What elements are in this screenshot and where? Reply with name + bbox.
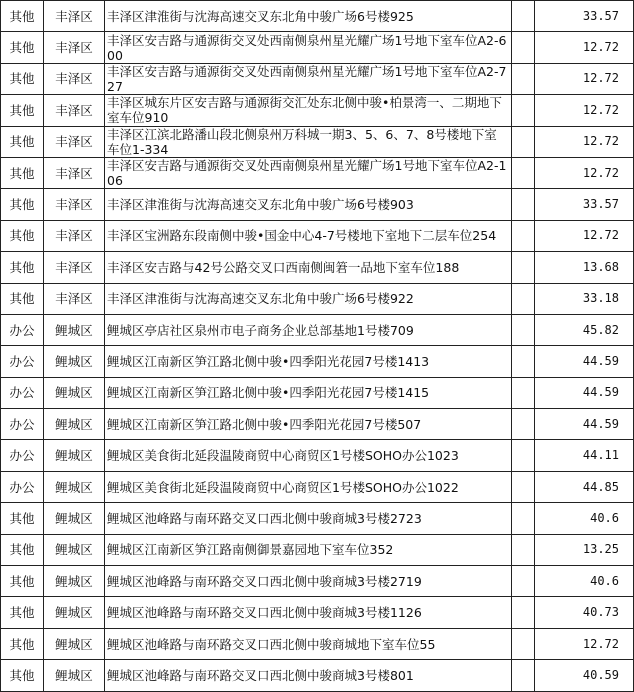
area-cell: 13.25 bbox=[535, 534, 634, 565]
location-cell: 鲤城区亭店社区泉州市电子商务企业总部基地1号楼709 bbox=[105, 314, 512, 345]
spacer-cell bbox=[512, 597, 535, 628]
type-cell: 其他 bbox=[1, 628, 44, 659]
type-cell: 其他 bbox=[1, 95, 44, 126]
table-row bbox=[1, 32, 634, 63]
table-row bbox=[1, 440, 634, 471]
table-row bbox=[1, 471, 634, 502]
table-row bbox=[1, 409, 634, 440]
location-cell: 丰泽区津淮街与沈海高速交叉东北角中骏广场6号楼922 bbox=[105, 283, 512, 314]
location-cell: 丰泽区宝洲路东段南侧中骏•国金中心4-7号楼地下室地下二层车位254 bbox=[105, 220, 512, 251]
type-cell: 其他 bbox=[1, 283, 44, 314]
area-cell: 33.57 bbox=[535, 189, 634, 220]
table-row bbox=[1, 314, 634, 345]
table-row bbox=[1, 628, 634, 659]
type-cell: 其他 bbox=[1, 566, 44, 597]
location-cell: 鲤城区江南新区笋江路北侧中骏•四季阳光花园7号楼1413 bbox=[105, 346, 512, 377]
type-cell: 其他 bbox=[1, 534, 44, 565]
type-cell: 其他 bbox=[1, 157, 44, 188]
spacer-cell bbox=[512, 534, 535, 565]
spacer-cell bbox=[512, 252, 535, 283]
type-cell: 其他 bbox=[1, 32, 44, 63]
area-cell: 44.11 bbox=[535, 440, 634, 471]
area-cell: 40.73 bbox=[535, 597, 634, 628]
type-cell: 办公 bbox=[1, 346, 44, 377]
district-cell: 丰泽区 bbox=[44, 220, 105, 251]
district-cell: 鲤城区 bbox=[44, 471, 105, 502]
type-cell: 其他 bbox=[1, 252, 44, 283]
district-cell: 鲤城区 bbox=[44, 377, 105, 408]
spacer-cell bbox=[512, 409, 535, 440]
type-cell: 其他 bbox=[1, 126, 44, 157]
spacer-cell bbox=[512, 220, 535, 251]
area-cell: 40.6 bbox=[535, 503, 634, 534]
spacer-cell bbox=[512, 63, 535, 94]
type-cell: 其他 bbox=[1, 63, 44, 94]
type-cell: 其他 bbox=[1, 503, 44, 534]
table-row bbox=[1, 283, 634, 314]
district-cell: 鲤城区 bbox=[44, 628, 105, 659]
district-cell: 鲤城区 bbox=[44, 440, 105, 471]
type-cell: 其他 bbox=[1, 1, 44, 32]
table-row bbox=[1, 220, 634, 251]
location-cell: 丰泽区津淮街与沈海高速交叉东北角中骏广场6号楼903 bbox=[105, 189, 512, 220]
location-cell: 丰泽区城东片区安吉路与通源街交汇处东北侧中骏•柏景湾一、二期地下室车位910 bbox=[105, 95, 512, 126]
location-cell: 丰泽区江滨北路潘山段北侧泉州万科城一期3、5、6、7、8号楼地下室车位1-334 bbox=[105, 126, 512, 157]
type-cell: 办公 bbox=[1, 377, 44, 408]
spacer-cell bbox=[512, 628, 535, 659]
table-row bbox=[1, 1, 634, 32]
spacer-cell bbox=[512, 283, 535, 314]
area-cell: 40.6 bbox=[535, 566, 634, 597]
area-cell: 44.59 bbox=[535, 377, 634, 408]
area-cell: 33.18 bbox=[535, 283, 634, 314]
district-cell: 鲤城区 bbox=[44, 314, 105, 345]
district-cell: 丰泽区 bbox=[44, 1, 105, 32]
location-cell: 鲤城区江南新区笋江路南侧御景嘉园地下室车位352 bbox=[105, 534, 512, 565]
table-row bbox=[1, 566, 634, 597]
table-row bbox=[1, 660, 634, 691]
area-cell: 12.72 bbox=[535, 95, 634, 126]
location-cell: 丰泽区安吉路与通源街交叉处西南侧泉州星光耀广场1号地下室车位A2-106 bbox=[105, 157, 512, 188]
location-cell: 鲤城区池峰路与南环路交叉口西北侧中骏商城3号楼801 bbox=[105, 660, 512, 691]
location-cell: 鲤城区江南新区笋江路北侧中骏•四季阳光花园7号楼507 bbox=[105, 409, 512, 440]
area-cell: 12.72 bbox=[535, 628, 634, 659]
district-cell: 丰泽区 bbox=[44, 63, 105, 94]
property-table-body bbox=[1, 1, 634, 692]
location-cell: 丰泽区安吉路与42号公路交叉口西南侧闽䇹一品地下室车位188 bbox=[105, 252, 512, 283]
area-cell: 12.72 bbox=[535, 126, 634, 157]
area-cell: 45.82 bbox=[535, 314, 634, 345]
location-cell: 鲤城区池峰路与南环路交叉口西北侧中骏商城地下室车位55 bbox=[105, 628, 512, 659]
location-cell: 丰泽区安吉路与通源街交叉处西南侧泉州星光耀广场1号地下室车位A2-727 bbox=[105, 63, 512, 94]
district-cell: 丰泽区 bbox=[44, 126, 105, 157]
area-cell: 12.72 bbox=[535, 32, 634, 63]
district-cell: 鲤城区 bbox=[44, 346, 105, 377]
area-cell: 44.59 bbox=[535, 346, 634, 377]
table-row bbox=[1, 377, 634, 408]
area-cell: 13.68 bbox=[535, 252, 634, 283]
spacer-cell bbox=[512, 314, 535, 345]
district-cell: 鲤城区 bbox=[44, 409, 105, 440]
location-cell: 丰泽区安吉路与通源街交叉处西南侧泉州星光耀广场1号地下室车位A2-600 bbox=[105, 32, 512, 63]
district-cell: 鲤城区 bbox=[44, 503, 105, 534]
spacer-cell bbox=[512, 440, 535, 471]
spacer-cell bbox=[512, 377, 535, 408]
district-cell: 鲤城区 bbox=[44, 566, 105, 597]
district-cell: 丰泽区 bbox=[44, 189, 105, 220]
table-row bbox=[1, 63, 634, 94]
type-cell: 其他 bbox=[1, 660, 44, 691]
location-cell: 鲤城区池峰路与南环路交叉口西北侧中骏商城3号楼2719 bbox=[105, 566, 512, 597]
district-cell: 丰泽区 bbox=[44, 283, 105, 314]
spacer-cell bbox=[512, 126, 535, 157]
spacer-cell bbox=[512, 660, 535, 691]
location-cell: 丰泽区津淮街与沈海高速交叉东北角中骏广场6号楼925 bbox=[105, 1, 512, 32]
district-cell: 鲤城区 bbox=[44, 660, 105, 691]
table-row bbox=[1, 252, 634, 283]
table-row bbox=[1, 157, 634, 188]
area-cell: 33.57 bbox=[535, 1, 634, 32]
spacer-cell bbox=[512, 1, 535, 32]
district-cell: 鲤城区 bbox=[44, 597, 105, 628]
spacer-cell bbox=[512, 95, 535, 126]
spacer-cell bbox=[512, 189, 535, 220]
location-cell: 鲤城区美食街北延段温陵商贸中心商贸区1号楼SOHO办公1022 bbox=[105, 471, 512, 502]
area-cell: 40.59 bbox=[535, 660, 634, 691]
location-cell: 鲤城区江南新区笋江路北侧中骏•四季阳光花园7号楼1415 bbox=[105, 377, 512, 408]
location-cell: 鲤城区美食街北延段温陵商贸中心商贸区1号楼SOHO办公1023 bbox=[105, 440, 512, 471]
type-cell: 办公 bbox=[1, 314, 44, 345]
table-row bbox=[1, 503, 634, 534]
type-cell: 办公 bbox=[1, 440, 44, 471]
area-cell: 12.72 bbox=[535, 157, 634, 188]
table-row bbox=[1, 95, 634, 126]
spacer-cell bbox=[512, 503, 535, 534]
table-row bbox=[1, 597, 634, 628]
table-row bbox=[1, 189, 634, 220]
area-cell: 12.72 bbox=[535, 63, 634, 94]
area-cell: 12.72 bbox=[535, 220, 634, 251]
type-cell: 其他 bbox=[1, 597, 44, 628]
table-row bbox=[1, 346, 634, 377]
spacer-cell bbox=[512, 157, 535, 188]
district-cell: 鲤城区 bbox=[44, 534, 105, 565]
table-row bbox=[1, 126, 634, 157]
type-cell: 其他 bbox=[1, 220, 44, 251]
district-cell: 丰泽区 bbox=[44, 95, 105, 126]
spacer-cell bbox=[512, 346, 535, 377]
type-cell: 其他 bbox=[1, 189, 44, 220]
district-cell: 丰泽区 bbox=[44, 252, 105, 283]
spacer-cell bbox=[512, 471, 535, 502]
area-cell: 44.85 bbox=[535, 471, 634, 502]
location-cell: 鲤城区池峰路与南环路交叉口西北侧中骏商城3号楼2723 bbox=[105, 503, 512, 534]
table-row bbox=[1, 534, 634, 565]
district-cell: 丰泽区 bbox=[44, 157, 105, 188]
location-cell: 鲤城区池峰路与南环路交叉口西北侧中骏商城3号楼1126 bbox=[105, 597, 512, 628]
type-cell: 办公 bbox=[1, 409, 44, 440]
spacer-cell bbox=[512, 32, 535, 63]
spacer-cell bbox=[512, 566, 535, 597]
area-cell: 44.59 bbox=[535, 409, 634, 440]
district-cell: 丰泽区 bbox=[44, 32, 105, 63]
type-cell: 办公 bbox=[1, 471, 44, 502]
